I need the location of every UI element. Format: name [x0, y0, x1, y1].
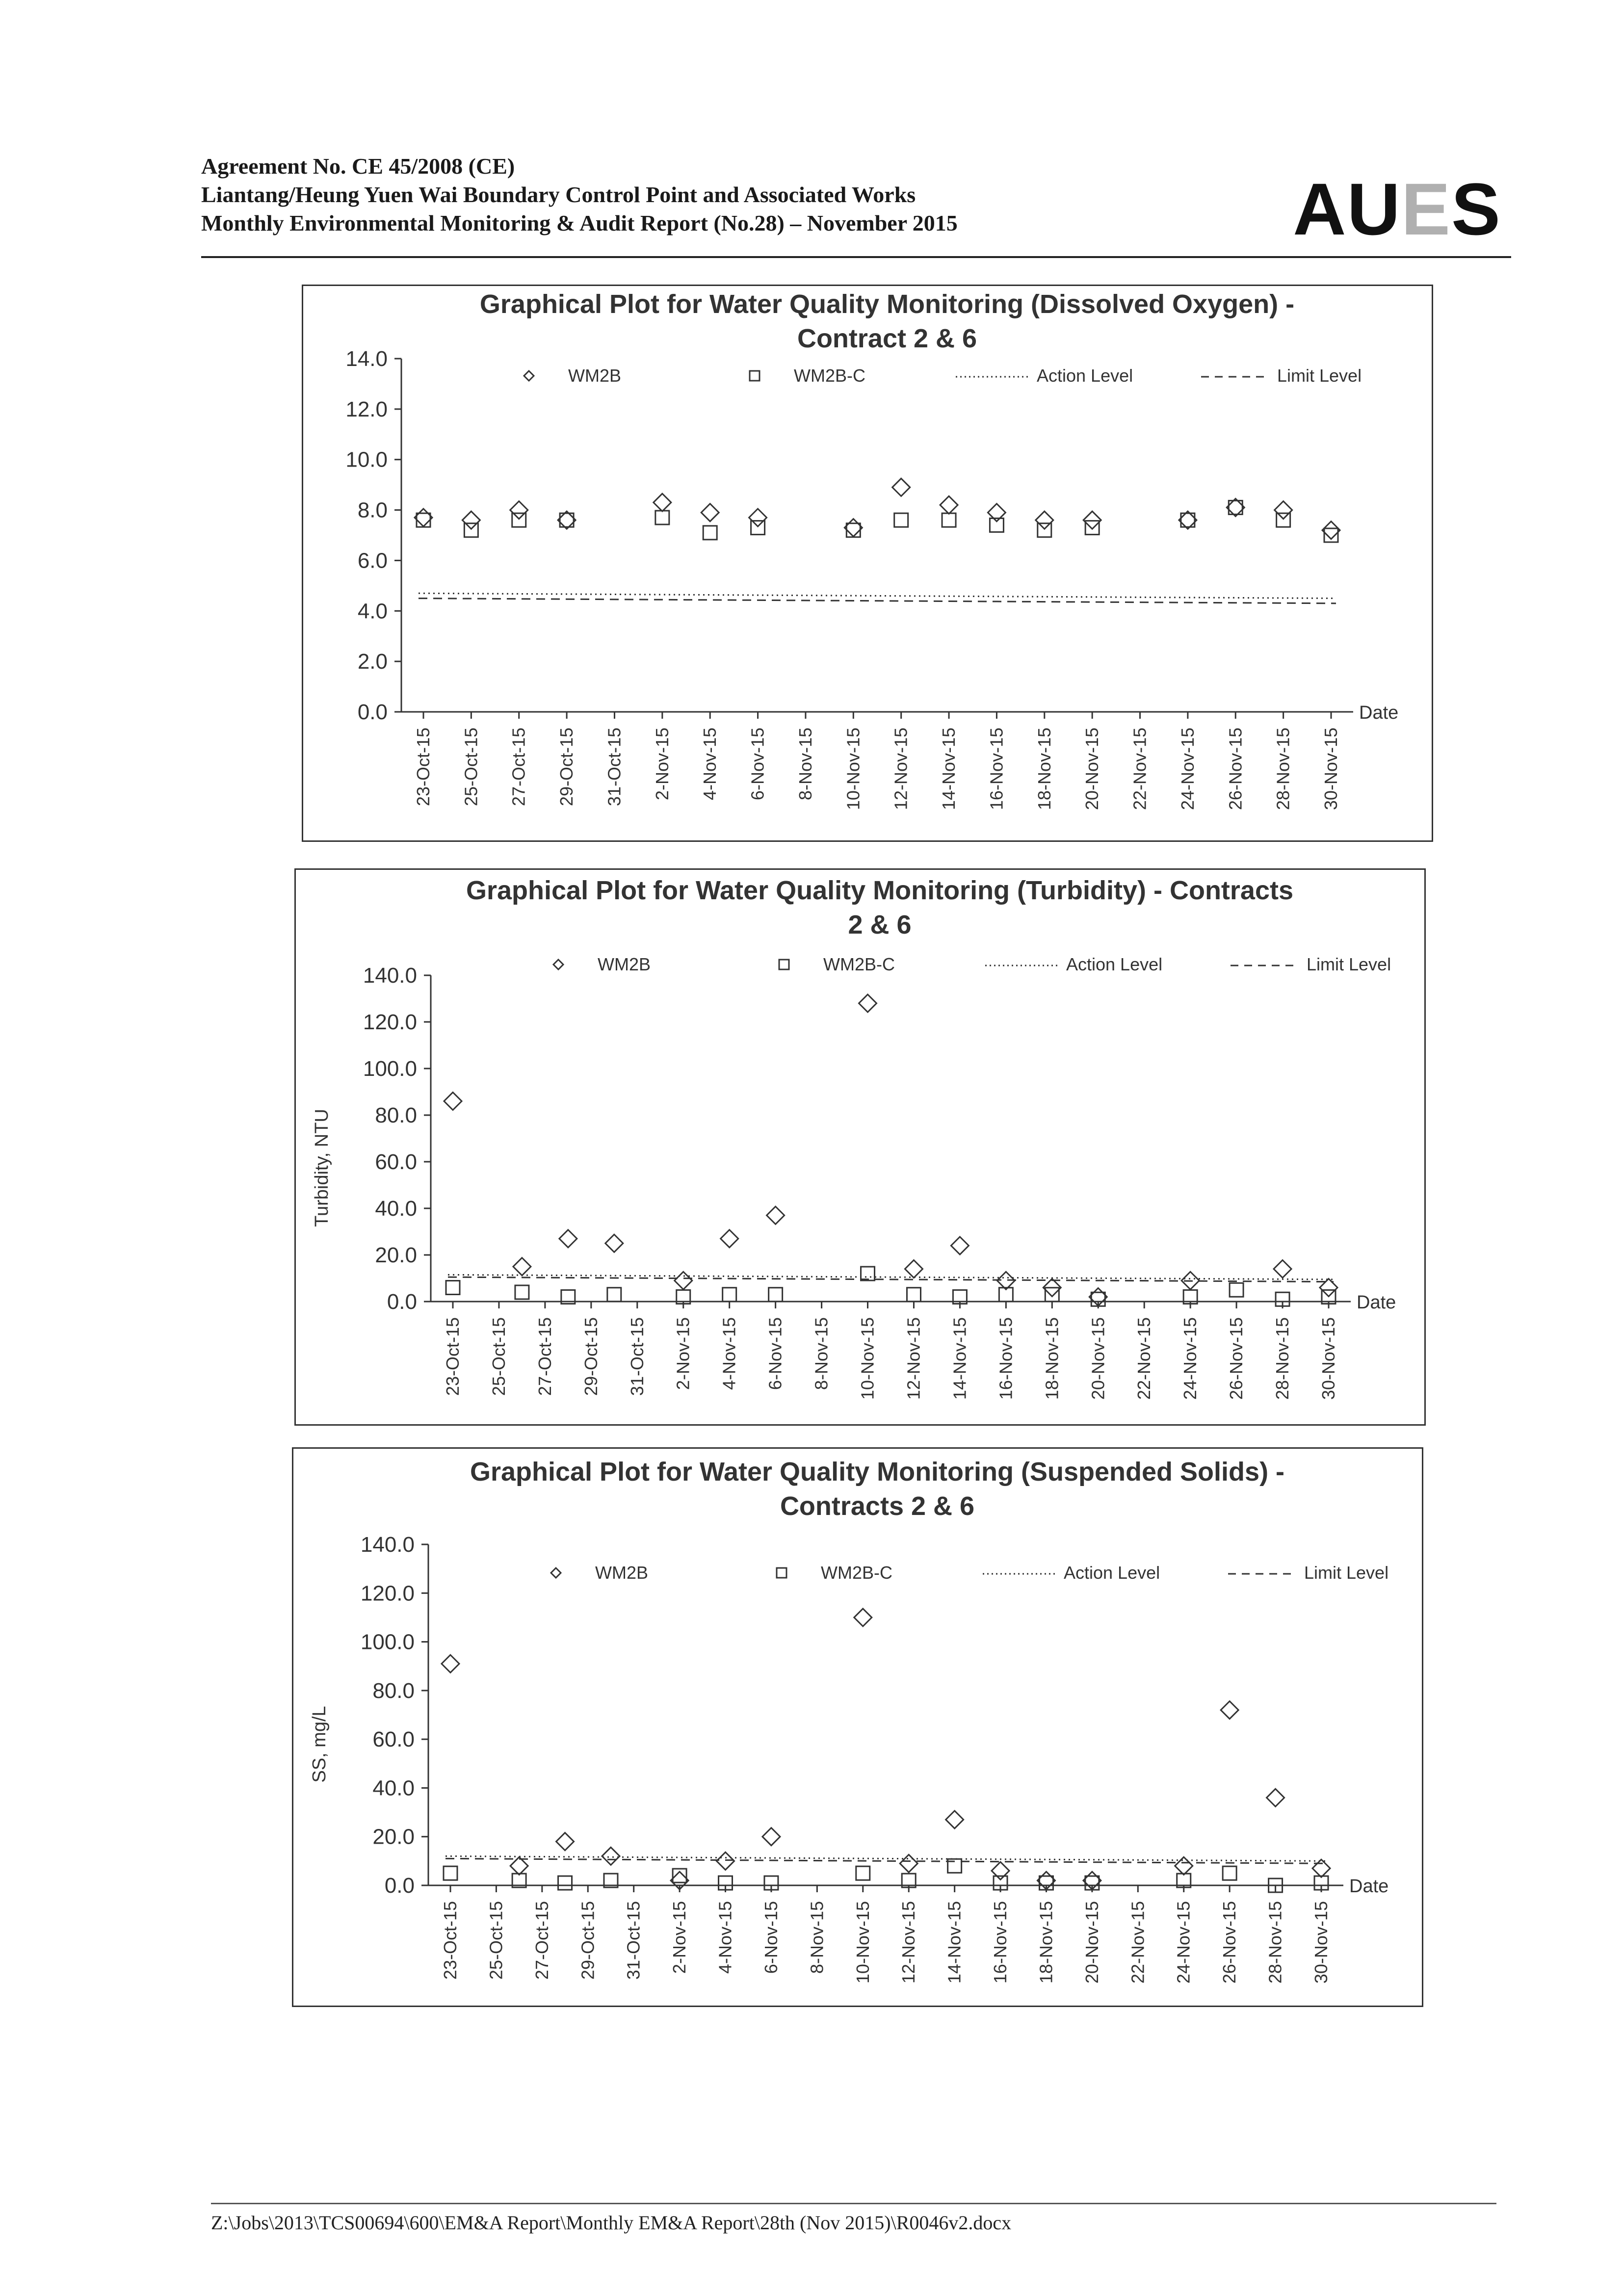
wm2b-c-point	[607, 1288, 621, 1302]
x-tick-label: 12-Nov-15	[898, 1901, 919, 1984]
wm2b-c-point	[1277, 513, 1290, 527]
project-line: Liantang/Heung Yuen Wai Boundary Control Point and Associated Works	[201, 182, 916, 207]
legend-wm2b-marker	[524, 371, 534, 381]
x-tick-label: 27-Oct-15	[508, 728, 529, 807]
y-axis-title: SS, mg/L	[309, 1706, 330, 1783]
wm2b-c-point	[846, 523, 860, 537]
x-tick-label: 27-Oct-15	[534, 1317, 555, 1396]
y-tick-label: 120.0	[363, 1010, 417, 1034]
x-tick-label: 10-Nov-15	[857, 1317, 878, 1400]
y-tick-label: 100.0	[360, 1630, 415, 1654]
wm2b-point	[717, 1852, 734, 1870]
wm2b-point	[556, 1833, 574, 1851]
wm2b-c-point	[942, 513, 956, 527]
y-tick-label: 0.0	[384, 1874, 415, 1898]
x-tick-label: 30-Nov-15	[1318, 1317, 1338, 1400]
x-tick-label: 28-Nov-15	[1273, 728, 1293, 810]
y-tick-label: 0.0	[357, 700, 388, 724]
x-tick-label: 22-Nov-15	[1129, 728, 1150, 810]
turbidity-chart	[294, 868, 1426, 1426]
footer	[211, 2203, 1496, 2234]
legend-wm2b-c-marker	[750, 371, 760, 381]
x-tick-label: 31-Oct-15	[623, 1901, 644, 1980]
x-tick-label: 12-Nov-15	[903, 1317, 924, 1400]
x-tick-label: 22-Nov-15	[1134, 1317, 1154, 1400]
x-tick-label: 8-Nov-15	[795, 728, 815, 801]
chart-svg	[296, 870, 1424, 1424]
y-tick-label: 140.0	[360, 1533, 415, 1557]
dissolved-oxygen-chart	[302, 285, 1433, 842]
wm2b-c-point	[417, 513, 430, 527]
x-tick-label: 22-Nov-15	[1127, 1901, 1148, 1984]
x-tick-label: 4-Nov-15	[719, 1317, 739, 1390]
x-tick-label: 31-Oct-15	[627, 1317, 647, 1396]
y-tick-label: 80.0	[375, 1103, 417, 1127]
y-tick-label: 20.0	[375, 1243, 417, 1267]
wm2b-point	[513, 1258, 531, 1276]
wm2b-series	[442, 1609, 1330, 1889]
y-tick-label: 4.0	[357, 599, 388, 624]
report-line: Monthly Environmental Monitoring & Audit Report (No.28) – November 2015	[201, 210, 958, 235]
wm2b-series	[444, 994, 1337, 1306]
wm2b-point	[1221, 1701, 1238, 1719]
x-tick-label: 18-Nov-15	[1036, 1901, 1056, 1984]
x-tick-label: 23-Oct-15	[440, 1901, 460, 1980]
legend-wm2b-c-label: WM2B-C	[794, 365, 865, 386]
logo-part-faded: E	[1401, 168, 1451, 250]
legend-wm2b-label: WM2B	[568, 365, 621, 386]
y-tick-label: 60.0	[375, 1150, 417, 1174]
wm2b-point	[675, 1272, 692, 1289]
x-tick-label: 2-Nov-15	[669, 1901, 690, 1974]
wm2b-point	[602, 1847, 620, 1865]
x-tick-label: 25-Oct-15	[486, 1901, 506, 1980]
agreement-line: Agreement No. CE 45/2008 (CE)	[201, 154, 515, 179]
limit-level-line	[445, 1858, 1326, 1863]
x-tick-label: 16-Nov-15	[986, 728, 1007, 810]
chart-title-line: 2 & 6	[848, 910, 912, 939]
x-tick-label: 25-Oct-15	[488, 1317, 509, 1396]
x-tick-label: 16-Nov-15	[990, 1901, 1011, 1984]
y-tick-label: 100.0	[363, 1057, 417, 1081]
y-tick-label: 14.0	[345, 347, 388, 371]
x-tick-label: 4-Nov-15	[700, 728, 720, 801]
x-tick-label: 16-Nov-15	[995, 1317, 1016, 1400]
legend-limit-label: Limit Level	[1277, 365, 1362, 386]
wm2b-c-point	[1085, 521, 1099, 535]
file-path: Z:\Jobs\2013\TCS00694\600\EM&A Report\Monthly EM&A Report\28th (Nov 2015)\R0046v2.docx	[211, 2212, 1012, 2234]
x-tick-label: 4-Nov-15	[715, 1901, 735, 1974]
x-tick-label: 24-Nov-15	[1180, 1317, 1201, 1400]
x-tick-label: 10-Nov-15	[852, 1901, 873, 1984]
y-axis-title: Turbidity, NTU	[312, 1109, 332, 1227]
x-tick-label: 8-Nov-15	[811, 1317, 832, 1390]
x-axis-title: Date	[1357, 1292, 1396, 1313]
wm2b-c-point	[464, 523, 478, 537]
y-tick-label: 140.0	[363, 964, 417, 988]
wm2b-point	[1267, 1789, 1284, 1806]
wm2b-point	[854, 1609, 872, 1626]
legend-wm2b-c-label: WM2B-C	[823, 954, 895, 974]
wm2b-c-point	[751, 521, 765, 535]
x-tick-label: 28-Nov-15	[1272, 1317, 1293, 1400]
aues-logo	[1293, 167, 1501, 252]
logo-part-main: AU	[1293, 168, 1401, 250]
wm2b-c-point	[703, 526, 717, 540]
x-tick-label: 23-Oct-15	[413, 728, 433, 807]
legend-wm2b-marker	[551, 1568, 561, 1578]
wm2b-point	[654, 494, 671, 511]
y-tick-label: 8.0	[357, 498, 388, 522]
wm2b-point	[721, 1230, 738, 1248]
chart-title-line: Contract 2 & 6	[797, 324, 977, 353]
legend-wm2b-c-marker	[777, 1568, 786, 1578]
x-tick-label: 6-Nov-15	[760, 1901, 781, 1974]
wm2b-c-point	[515, 1285, 529, 1299]
wm2b-c-point	[446, 1281, 460, 1295]
y-tick-label: 60.0	[372, 1727, 415, 1752]
wm2b-point	[444, 1093, 462, 1110]
x-tick-label: 14-Nov-15	[949, 1317, 970, 1400]
legend-limit-label: Limit Level	[1307, 954, 1391, 974]
x-tick-label: 20-Nov-15	[1081, 1901, 1102, 1984]
wm2b-point	[1312, 1859, 1330, 1877]
x-tick-label: 29-Oct-15	[577, 1901, 598, 1980]
x-tick-label: 31-Oct-15	[604, 728, 625, 807]
y-tick-label: 80.0	[372, 1678, 415, 1703]
x-tick-label: 26-Nov-15	[1225, 728, 1246, 810]
wm2b-point	[442, 1655, 459, 1672]
wm2b-c-point	[769, 1288, 783, 1302]
wm2b-c-series	[446, 1267, 1336, 1306]
x-tick-label: 27-Oct-15	[531, 1901, 552, 1980]
header-rule	[201, 256, 1511, 258]
y-tick-label: 40.0	[372, 1776, 415, 1800]
x-tick-label: 24-Nov-15	[1177, 728, 1198, 810]
x-tick-label: 10-Nov-15	[843, 728, 864, 810]
y-tick-label: 12.0	[345, 397, 388, 421]
x-tick-label: 20-Nov-15	[1088, 1317, 1108, 1400]
x-axis-title: Date	[1359, 703, 1399, 723]
legend-action-label: Action Level	[1066, 954, 1163, 974]
x-tick-label: 23-Oct-15	[443, 1317, 463, 1396]
chart-svg	[303, 286, 1432, 840]
x-tick-label: 26-Nov-15	[1219, 1901, 1240, 1984]
limit-level-line	[419, 599, 1336, 603]
x-tick-label: 28-Nov-15	[1265, 1901, 1285, 1984]
x-tick-label: 29-Oct-15	[556, 728, 577, 807]
wm2b-point	[1274, 1260, 1291, 1278]
wm2b-point	[900, 1854, 917, 1872]
y-tick-label: 20.0	[372, 1825, 415, 1849]
wm2b-point	[905, 1260, 922, 1278]
wm2b-c-point	[1223, 1866, 1236, 1880]
x-tick-label: 18-Nov-15	[1034, 728, 1054, 810]
x-tick-label: 30-Nov-15	[1311, 1901, 1331, 1984]
wm2b-c-series	[444, 1859, 1328, 1892]
wm2b-series	[415, 478, 1340, 539]
suspended-solids-chart	[292, 1447, 1423, 2007]
y-tick-label: 6.0	[357, 548, 388, 573]
legend-action-label: Action Level	[1064, 1563, 1160, 1583]
wm2b-c-point	[856, 1866, 870, 1880]
legend-limit-label: Limit Level	[1304, 1563, 1389, 1583]
y-tick-label: 40.0	[375, 1197, 417, 1221]
wm2b-c-point	[1038, 523, 1051, 537]
x-tick-label: 26-Nov-15	[1226, 1317, 1247, 1400]
x-tick-label: 25-Oct-15	[461, 728, 481, 807]
wm2b-point	[605, 1234, 623, 1252]
x-tick-label: 6-Nov-15	[765, 1317, 786, 1390]
x-tick-label: 6-Nov-15	[747, 728, 768, 801]
x-tick-label: 12-Nov-15	[891, 728, 911, 810]
wm2b-point	[951, 1237, 969, 1254]
legend-action-label: Action Level	[1037, 365, 1133, 386]
chart-title-line: Graphical Plot for Water Quality Monitoring (Suspended Solids) -	[470, 1457, 1285, 1487]
y-tick-label: 2.0	[357, 650, 388, 674]
x-axis-title: Date	[1349, 1876, 1389, 1897]
x-tick-label: 29-Oct-15	[580, 1317, 601, 1396]
wm2b-c-point	[894, 513, 908, 527]
wm2b-point	[892, 478, 910, 496]
legend-wm2b-label: WM2B	[598, 954, 651, 974]
wm2b-point	[940, 496, 958, 514]
y-tick-label: 0.0	[387, 1290, 417, 1314]
legend-wm2b-c-marker	[779, 960, 789, 969]
wm2b-point	[946, 1811, 964, 1828]
chart-svg	[293, 1449, 1422, 2006]
chart-title-line: Graphical Plot for Water Quality Monitoring (Turbidity) - Contracts	[466, 876, 1294, 905]
x-tick-label: 20-Nov-15	[1082, 728, 1102, 810]
legend-wm2b-marker	[553, 960, 563, 969]
chart-title-line: Contracts 2 & 6	[780, 1491, 975, 1521]
wm2b-c-series	[417, 500, 1338, 542]
wm2b-point	[767, 1206, 785, 1224]
legend-wm2b-label: WM2B	[595, 1563, 648, 1583]
footer-rule	[211, 2203, 1496, 2204]
legend-wm2b-c-label: WM2B-C	[821, 1563, 892, 1583]
y-tick-label: 10.0	[345, 447, 388, 472]
wm2b-point	[762, 1828, 780, 1846]
x-tick-label: 18-Nov-15	[1042, 1317, 1062, 1400]
logo-part-end: S	[1451, 168, 1501, 250]
x-tick-label: 2-Nov-15	[652, 728, 672, 801]
wm2b-c-point	[723, 1288, 736, 1302]
action-level-line	[445, 1856, 1326, 1861]
wm2b-c-point	[907, 1288, 920, 1302]
wm2b-point	[559, 1230, 577, 1248]
x-tick-label: 14-Nov-15	[944, 1901, 965, 1984]
action-level-line	[419, 593, 1336, 598]
wm2b-point	[701, 504, 719, 522]
wm2b-c-point	[512, 513, 526, 527]
chart-title-line: Graphical Plot for Water Quality Monitoring (Dissolved Oxygen) -	[479, 289, 1295, 319]
wm2b-c-point	[655, 511, 669, 524]
wm2b-point	[859, 994, 877, 1012]
x-tick-label: 24-Nov-15	[1173, 1901, 1194, 1984]
x-tick-label: 14-Nov-15	[939, 728, 959, 810]
wm2b-c-point	[861, 1267, 875, 1280]
y-tick-label: 120.0	[360, 1581, 415, 1606]
x-tick-label: 2-Nov-15	[673, 1317, 693, 1390]
wm2b-c-point	[1045, 1288, 1059, 1302]
x-tick-label: 30-Nov-15	[1321, 728, 1341, 810]
x-tick-label: 8-Nov-15	[807, 1901, 827, 1974]
wm2b-c-point	[1230, 1283, 1243, 1297]
report-header	[201, 152, 1511, 260]
wm2b-c-point	[444, 1866, 457, 1880]
wm2b-c-point	[558, 1876, 572, 1890]
